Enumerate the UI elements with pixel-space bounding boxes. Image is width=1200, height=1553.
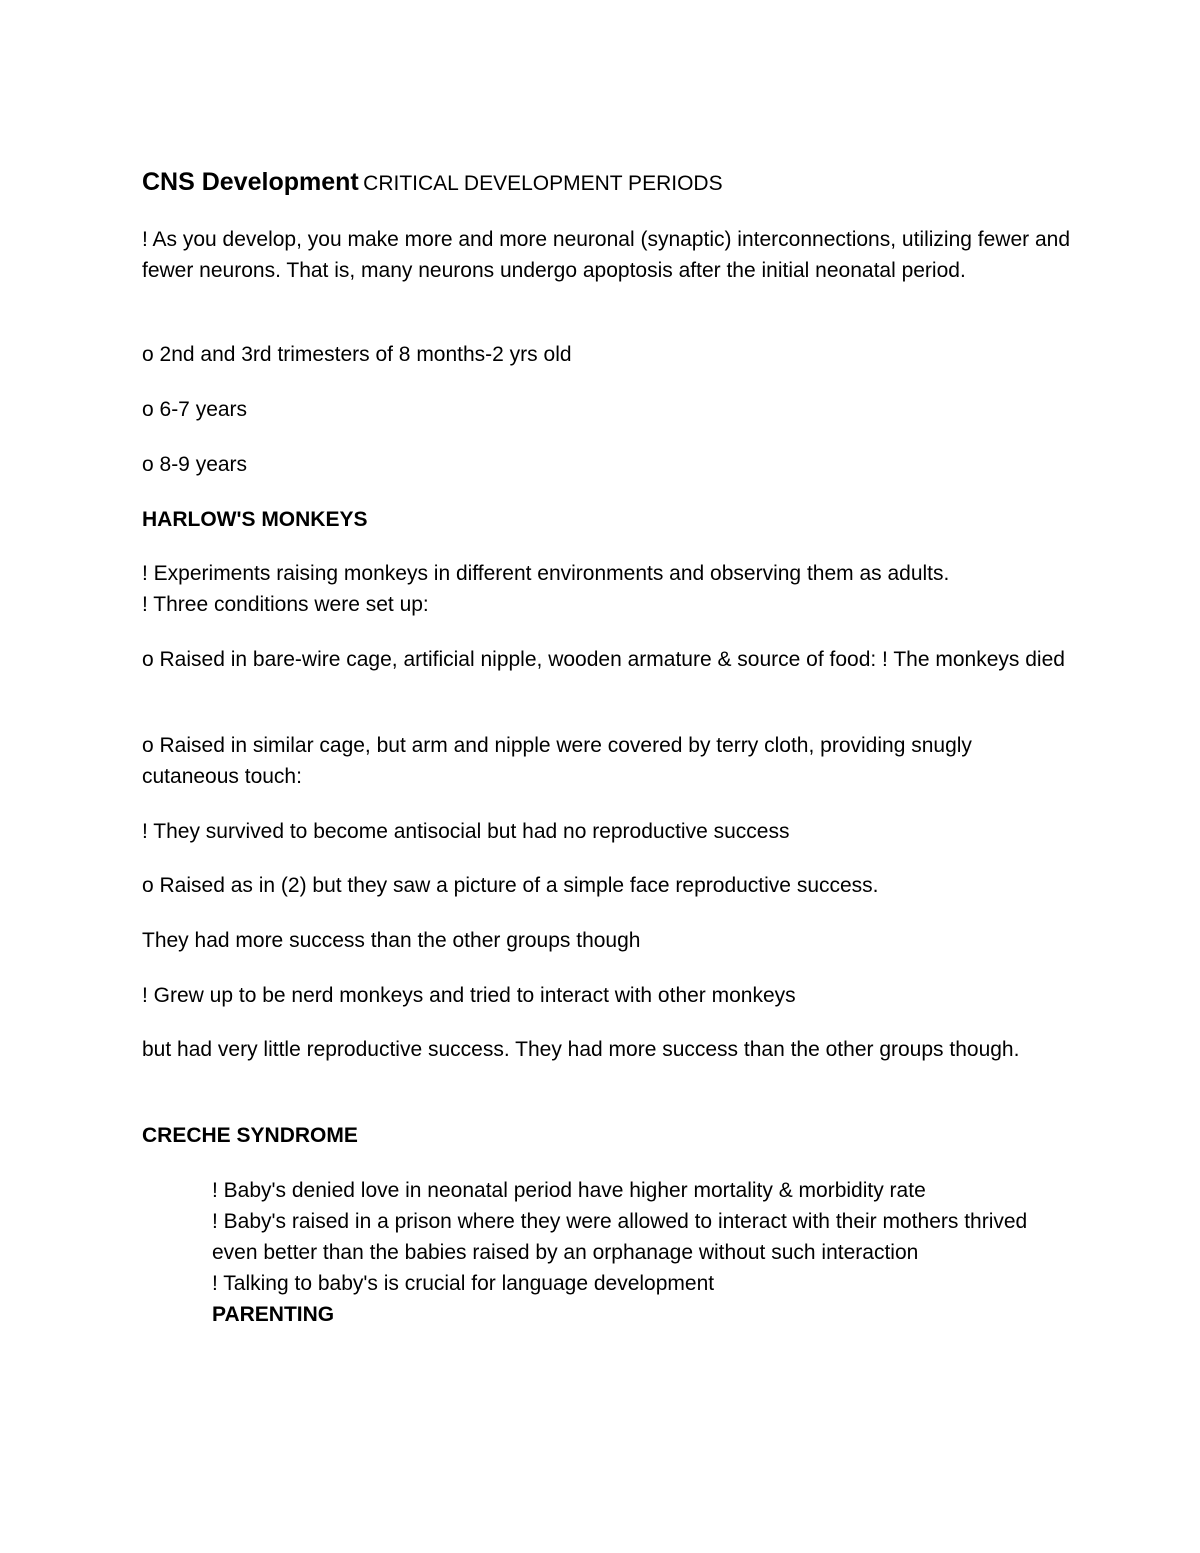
creche-item: ! Talking to baby's is crucial for language development xyxy=(212,1272,715,1295)
creche-list xyxy=(212,1175,1072,1330)
creche-heading: CRECHE SYNDROME xyxy=(142,1124,358,1147)
condition-1: o Raised in bare-wire cage, artificial nipple, wooden armature & source of food: ! The monkeys died xyxy=(142,648,1065,671)
condition-3: o Raised as in (2) but they saw a picture of a simple face reproductive success. xyxy=(142,874,879,897)
harlow-line: ! Three conditions were set up: xyxy=(142,593,429,616)
document-title-line xyxy=(142,166,723,202)
harlow-line: ! Experiments raising monkeys in different environments and observing them as adults. xyxy=(142,562,950,585)
condition-3-result: ! Grew up to be nerd monkeys and tried to interact with other monkeys xyxy=(142,984,796,1007)
intro-text: ! As you develop, you make more and more neuronal (synaptic) interconnections, utilizing fewer and fewer neurons. That is, many neurons undergo apoptosis after the initial neonatal period. xyxy=(142,228,1070,282)
period-item: o 8-9 years xyxy=(142,453,248,476)
period-item: o 2nd and 3rd trimesters of 8 months-2 yrs old xyxy=(142,343,572,366)
creche-item: ! Baby's raised in a prison where they were allowed to interact with their mothers thrived even better than the babies raised by an orphanage without such interaction xyxy=(212,1210,1028,1264)
condition-2: o Raised in similar cage, but arm and nipple were covered by terry cloth, providing snugly cutaneous touch: xyxy=(142,734,972,788)
period-item: o 6-7 years xyxy=(142,398,248,421)
harlow-heading: HARLOW'S MONKEYS xyxy=(142,508,368,531)
intro-paragraph xyxy=(142,224,1072,286)
harlow-paragraph xyxy=(142,558,1072,620)
condition-3-note: They had more success than the other groups though xyxy=(142,929,641,952)
document-title: CNS Development xyxy=(142,168,359,196)
condition-3-more: but had very little reproductive success. They had more success than the other groups though. xyxy=(142,1038,1020,1061)
document-subtitle: CRITICAL DEVELOPMENT PERIODS xyxy=(363,172,723,195)
creche-item: ! Baby's denied love in neonatal period have higher mortality & morbidity rate xyxy=(212,1179,926,1202)
condition-2-result: ! They survived to become antisocial but had no reproductive success xyxy=(142,820,790,843)
parenting-heading: PARENTING xyxy=(212,1303,335,1326)
